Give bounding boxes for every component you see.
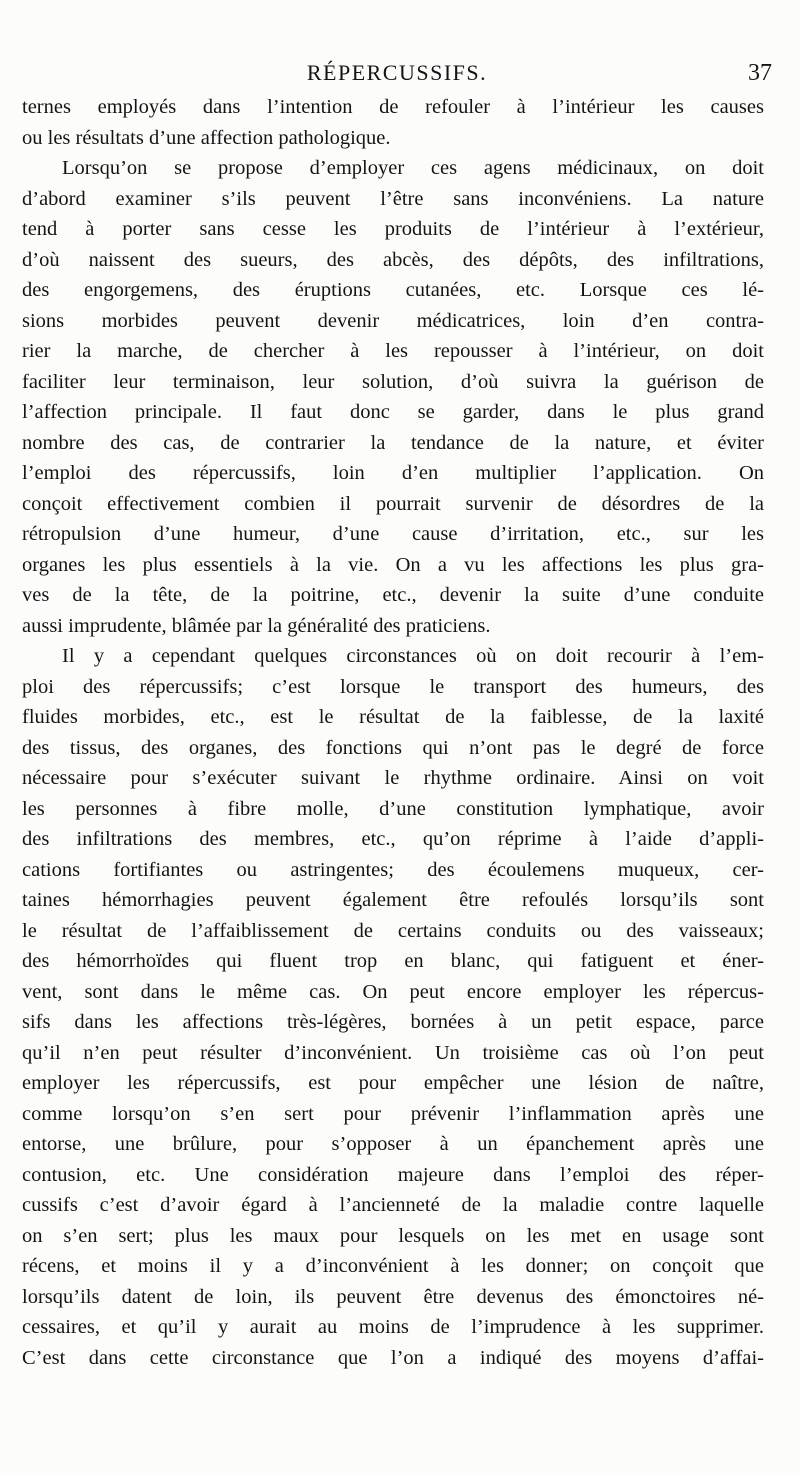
text-line: organes les plus essentiels à la vie. On a vu les affections les plus gra- bbox=[22, 553, 764, 576]
text-line: d’où naissent des sueurs, des abcès, des dépôts, des infiltrations, bbox=[22, 248, 764, 271]
text-line: faciliter leur terminaison, leur solution, d’où suivra la guérison de bbox=[22, 370, 764, 393]
text-line: sifs dans les affections très-légères, bornées à un petit espace, parce bbox=[22, 1011, 764, 1033]
text-line: les personnes à fibre molle, d’une constitution lymphatique, avoir bbox=[22, 797, 764, 820]
text-line: cations fortifiantes ou astringentes; des écoulemens muqueux, cer- bbox=[22, 858, 764, 881]
text-line: nécessaire pour s’exécuter suivant le rhythme ordinaire. Ainsi on voit bbox=[22, 767, 764, 789]
text-line: ploi des répercussifs; c’est lorsque le transport des humeurs, des bbox=[22, 675, 764, 698]
text-line: sions morbides peuvent devenir médicatrices, loin d’en contra- bbox=[22, 309, 764, 332]
text-line: on s’en sert; plus les maux pour lesquels on les met en usage sont bbox=[22, 1224, 764, 1247]
text-line: l’affection principale. Il faut donc se garder, dans le plus grand bbox=[22, 401, 764, 423]
text-line: des tissus, des organes, des fonctions qui n’ont pas le degré de force bbox=[22, 736, 764, 759]
text-line: Lorsqu’on se propose d’employer ces agens médicinaux, on doit bbox=[62, 157, 764, 179]
text-line: conçoit effectivement combien il pourrait survenir de désordres de la bbox=[22, 492, 764, 515]
text-line: fluides morbides, etc., est le résultat de la faiblesse, de la laxité bbox=[22, 706, 764, 728]
text-line: lorsqu’ils datent de loin, ils peuvent être devenus des émonctoires né- bbox=[22, 1285, 764, 1308]
text-line: le résultat de l’affaiblissement de certains conduits ou des vaisseaux; bbox=[22, 919, 764, 942]
text-line: récens, et moins il y a d’inconvénient à les donner; on conçoit que bbox=[22, 1255, 764, 1277]
page-number: 37 bbox=[748, 60, 772, 86]
text-line: contusion, etc. Une considération majeure dans l’emploi des réper- bbox=[22, 1163, 764, 1186]
text-line: tend à porter sans cesse les produits de l’intérieur à l’extérieur, bbox=[22, 218, 764, 240]
text-line: taines hémorrhagies peuvent également être refoulés lorsqu’ils sont bbox=[22, 889, 764, 911]
text-line: nombre des cas, de contrarier la tendance de la nature, et éviter bbox=[22, 431, 764, 454]
text-line: ternes employés dans l’intention de refouler à l’intérieur les causes bbox=[22, 96, 764, 118]
text-line: rier la marche, de chercher à les repousser à l’intérieur, on doit bbox=[22, 340, 764, 362]
text-line: comme lorsqu’on s’en sert pour prévenir l’inflammation après une bbox=[22, 1102, 764, 1125]
text-line: C’est dans cette circonstance que l’on a indiqué des moyens d’affai- bbox=[22, 1346, 764, 1369]
running-title: RÉPERCUSSIFS. bbox=[306, 60, 488, 85]
text-line: aussi imprudente, blâmée par la généralité des praticiens. bbox=[22, 614, 491, 637]
text-line: des infiltrations des membres, etc., qu’on réprime à l’aide d’appli- bbox=[22, 828, 764, 850]
text-line: vent, sont dans le même cas. On peut encore employer les répercus- bbox=[22, 980, 764, 1003]
text-line: des hémorrhoïdes qui fluent trop en blanc, qui fatiguent et éner- bbox=[22, 950, 764, 972]
text-line: cussifs c’est d’avoir égard à l’ancienneté de la maladie contre laquelle bbox=[22, 1194, 764, 1216]
text-line: employer les répercussifs, est pour empêcher une lésion de naître, bbox=[22, 1072, 764, 1094]
text-line: d’abord examiner s’ils peuvent l’être sans inconvéniens. La nature bbox=[22, 187, 764, 210]
text-line: rétropulsion d’une humeur, d’une cause d’irritation, etc., sur les bbox=[22, 523, 764, 545]
text-line: Il y a cependant quelques circonstances où on doit recourir à l’em- bbox=[62, 645, 764, 667]
running-head bbox=[22, 60, 772, 90]
text-line: ves de la tête, de la poitrine, etc., devenir la suite d’une conduite bbox=[22, 584, 764, 606]
text-line: qu’il n’en peut résulter d’inconvénient. Un troisième cas où l’on peut bbox=[22, 1041, 764, 1064]
text-line: des engorgemens, des éruptions cutanées, etc. Lorsque ces lé- bbox=[22, 279, 764, 301]
text-line: ou les résultats d’une affection pathologique. bbox=[22, 126, 391, 149]
text-line: entorse, une brûlure, pour s’opposer à un épanchement après une bbox=[22, 1133, 764, 1155]
body-text bbox=[22, 92, 764, 1373]
text-line: l’emploi des répercussifs, loin d’en multiplier l’application. On bbox=[22, 462, 764, 484]
text-line: cessaires, et qu’il y aurait au moins de l’imprudence à les supprimer. bbox=[22, 1316, 764, 1338]
